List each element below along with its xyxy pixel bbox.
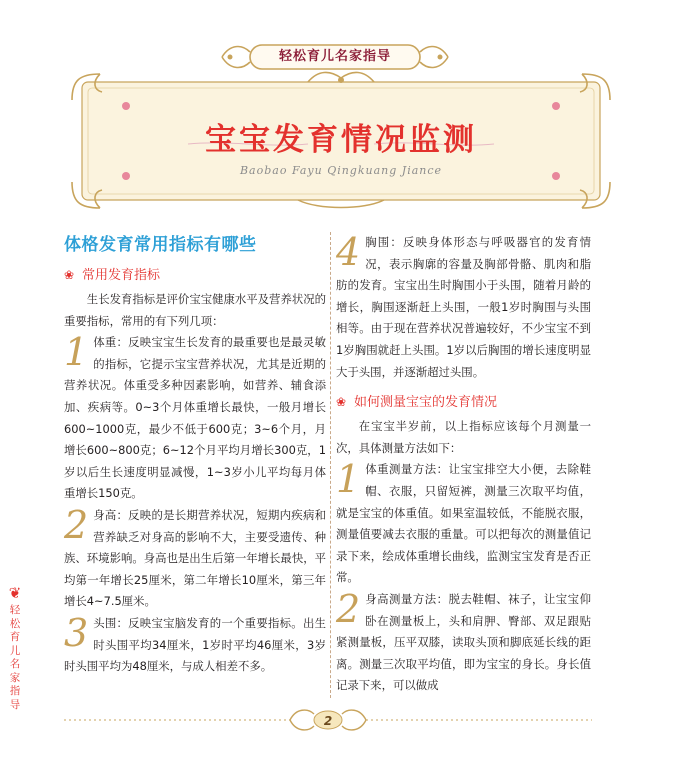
item-text: 体重测量方法：让宝宝排空大小便，去除鞋帽、衣服，只留短裤，测量三次取平均值，就是宝宝的体重值。如果室温较低，不能脱衣服，测量值要减去衣服的重量。可以把每次的测量值记录下来，绘成体重增长曲线，监测宝宝发育是否正常。: [336, 462, 591, 585]
right-column: [336, 232, 591, 697]
item-number: 4: [336, 230, 361, 274]
title-frame: [68, 70, 614, 212]
intro-paragraph: 在宝宝半岁前，以上指标应该每个月测量一次，具体测量方法如下：: [336, 419, 591, 455]
item-number: 2: [336, 586, 361, 631]
page-number: 2: [323, 714, 333, 728]
leaf-icon: ❦: [8, 584, 22, 602]
section-heading: 体格发育常用指标有哪些: [64, 235, 257, 255]
subsection-label: 常用发育指标: [82, 268, 161, 283]
item-text: 胸围：反映身体形态与呼吸器官的发育情况，表示胸廓的容量及胸部骨骼、肌肉和脂肪的发育。宝宝出生时胸围小于头围，随着月龄的增长，胸围逐渐赶上头围，一般1岁时胸围与头围相等。由于现在营养状况普遍较好，不少宝宝不到1岁胸围就赶上头围。1岁以后胸围的增长速度明显大于头围，并逐渐超过头围。: [336, 235, 591, 379]
series-badge: [216, 40, 454, 74]
side-tab-label: 轻松育儿名家指导: [9, 604, 21, 711]
item-text: 身高：反映的是长期营养状况，短期内疾病和营养缺乏对身高的影响不大，主要受遗传、种族、环境影响。身高也是出生后第一年增长最快，平均第一年增长25厘米，第二年增长10厘米，第三年增长4~7.5厘米。: [64, 507, 326, 609]
left-column: [64, 232, 326, 678]
indicator-weight: [64, 332, 326, 505]
flower-bullet-icon: ❀: [336, 395, 347, 410]
column-divider: [330, 232, 331, 698]
indicator-chest-circumference: [336, 232, 591, 383]
intro-paragraph: 生长发育指标是评价宝宝健康水平及营养状况的重要指标，常用的有下列几项：: [64, 292, 327, 328]
indicator-height: [64, 502, 326, 613]
subsection-heading-indicators: [64, 264, 326, 287]
subsection-label: 如何测量宝宝的发育情况: [354, 395, 498, 411]
subsection-heading-measure: [336, 391, 591, 414]
indicator-head-circumference: [64, 610, 326, 678]
side-series-tab: [0, 584, 28, 730]
item-text: 体重：反映宝宝生长发育的最重要也是最灵敏的指标，它提示宝宝营养状况，尤其是近期的营养状况。体重受多种因素影响，如营养、辅食添加、疾病等。0~3个月体重增长最快，一般月增长600~1000克，最少不低于600克；3~6个月，月增长600~800克；6~12个月平均月增长300克，1岁以后生长速度明显减慢，1~3岁小儿平均每月体重增长150克。: [64, 335, 326, 501]
item-text: 身高测量方法：脱去鞋帽、袜子，让宝宝仰卧在测量板上，头和肩胛、臀部、双足跟贴紧测量板，压平双膝，读取头顶和脚底延长线的距离。测量三次取平均值，即为宝宝的身长。身长值记录下来，可以做成: [336, 591, 591, 693]
item-text: 头围：反映宝宝脑发育的一个重要指标。出生时头围平均34厘米，1岁时平均46厘米，3岁时头围平均为48厘米，与成人相差不多。: [64, 615, 326, 674]
method-weight: [336, 459, 591, 589]
item-number: 1: [64, 330, 89, 375]
title-pinyin: Baobao Fayu Qingkuang Jiance: [239, 164, 443, 177]
flower-bullet-icon: ❀: [64, 268, 75, 282]
footer-ornament: [64, 704, 592, 736]
item-number: 1: [336, 457, 361, 502]
method-height: [336, 586, 591, 697]
item-number: 3: [64, 610, 89, 655]
item-number: 2: [64, 502, 89, 547]
page-title: 宝宝发育情况监测: [205, 122, 477, 158]
badge-label: 轻松育儿名家指导: [278, 49, 391, 64]
